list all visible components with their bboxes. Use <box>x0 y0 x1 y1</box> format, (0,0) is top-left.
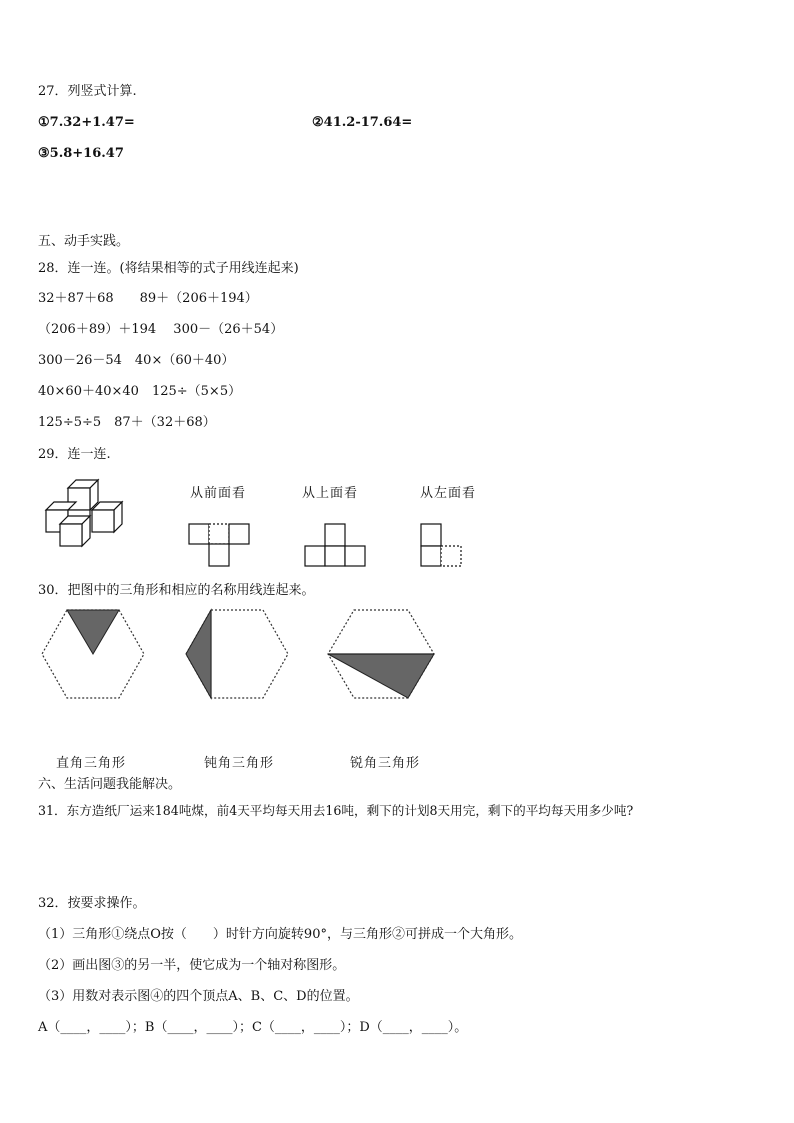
q30-label-obtuse: 钝角三角形 <box>204 756 275 771</box>
q31-text: 31．东方造纸厂运来184吨煤，前4天平均每天用去16吨，剩下的计划8天用完，剩下的平均每天用多少吨? <box>38 803 634 818</box>
q30-hexagon-right-triangle <box>40 608 146 700</box>
q32-sub-1: （1）三角形①绕点O按（ ）时针方向旋转90°，与三角形②可拼成一个大角形。 <box>38 927 522 942</box>
q29-view-front-label: 从前面看 <box>190 486 247 501</box>
q28-row-2: （206＋89）＋194 300－（26＋54） <box>38 322 284 337</box>
q28-row-4: 40×60＋40×40 125÷（5×5） <box>38 384 242 399</box>
q27-title: 27．列竖式计算. <box>38 84 137 99</box>
q29-view-left-figure <box>420 522 468 570</box>
q29-view-top-label: 从上面看 <box>302 486 359 501</box>
q29-title: 29．连一连. <box>38 447 111 462</box>
q29-view-left-label: 从左面看 <box>420 486 477 501</box>
q30-title: 30．把图中的三角形和相应的名称用线连起来。 <box>38 583 315 598</box>
q28-row-1: 32＋87＋68 89＋（206＋194） <box>38 291 258 306</box>
q30-hexagon-obtuse-triangle <box>184 608 290 700</box>
q30-label-right: 直角三角形 <box>56 756 127 771</box>
q27-item-2: ②41.2-17.64= <box>312 115 413 130</box>
q29-cube-figure <box>40 478 130 550</box>
q32-title: 32．按要求操作。 <box>38 896 146 911</box>
q28-row-3: 300－26－54 40×（60＋40） <box>38 353 235 368</box>
section-6-heading: 六、生活问题我能解决。 <box>38 777 182 792</box>
q28-row-5: 125÷5÷5 87＋（32＋68） <box>38 415 216 430</box>
q28-title: 28．连一连。(将结果相等的式子用线连起来) <box>38 261 299 276</box>
q30-label-acute: 锐角三角形 <box>350 756 421 771</box>
q27-item-1: ①7.32+1.47= <box>38 115 135 130</box>
q32-sub-4: A（____，____）；B（____，____）；C（____，____）；D（____，____）。 <box>38 1020 468 1035</box>
q32-sub-2: （2）画出图③的另一半，使它成为一个轴对称图形。 <box>38 958 346 973</box>
q29-view-top-figure <box>304 522 368 570</box>
q29-view-front-figure <box>188 522 252 570</box>
q32-sub-3: （3）用数对表示图④的四个顶点A、B、C、D的位置。 <box>38 989 359 1004</box>
section-5-heading: 五、动手实践。 <box>38 234 130 249</box>
q30-hexagon-acute-triangle <box>326 608 436 700</box>
q27-item-3: ③5.8+16.47 <box>38 146 124 161</box>
